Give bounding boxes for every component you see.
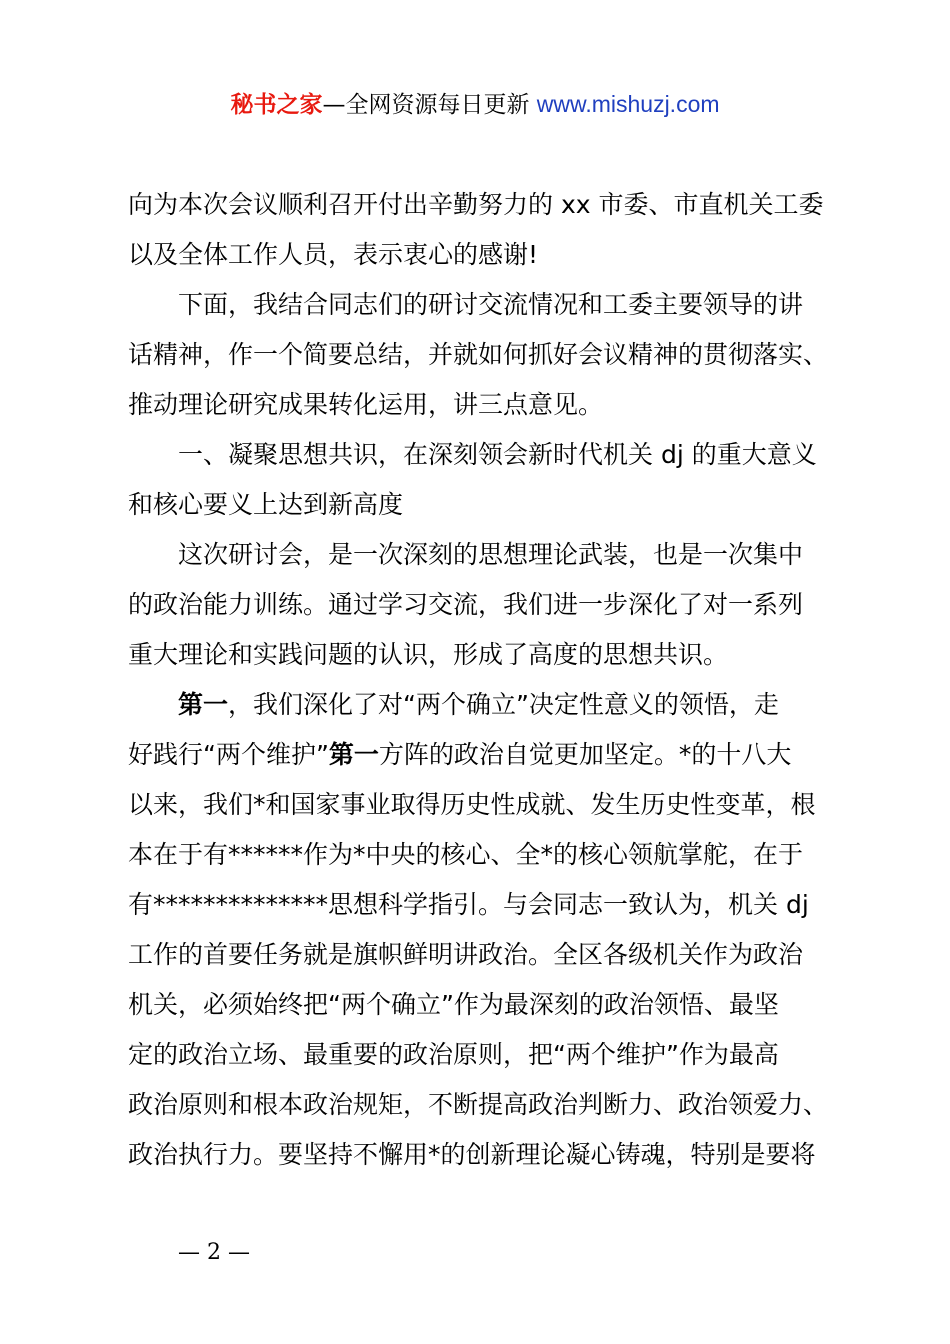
- text-span: 好践行“两个维护”: [128, 740, 329, 769]
- text-line: 有**************思想科学指引。与会同志一致认为，机关 dj: [128, 890, 809, 919]
- text-line: 政治执行力。要坚持不懈用*的创新理论凝心铸魂，特别是要将: [128, 1140, 816, 1169]
- text-line: 的政治能力训练。通过学习交流，我们进一步深化了对一系列: [128, 590, 804, 619]
- text-line: 定的政治立场、最重要的政治原则，把“两个维护”作为最高: [128, 1040, 779, 1069]
- section-heading-line: 一、凝聚思想共识，在深刻领会新时代机关 dj 的重大意义: [178, 440, 817, 469]
- text-span: ，我们深化了对“两个确立”决定性意义的领悟，走: [228, 690, 779, 719]
- page-number: — 2 —: [178, 1240, 250, 1265]
- text-line: 机关，必须始终把“两个确立”作为最深刻的政治领悟、最坚: [128, 990, 779, 1019]
- document-body: [128, 180, 848, 1180]
- text-line: 以来，我们*和国家事业取得历史性成就、发生历史性变革，根: [128, 790, 816, 819]
- bold-marker: 第一: [178, 690, 229, 719]
- text-line: 这次研讨会，是一次深刻的思想理论武装，也是一次集中: [178, 540, 804, 569]
- text-line: 话精神，作一个简要总结，并就如何抓好会议精神的贯彻落实、: [128, 340, 829, 369]
- text-line: 重大理论和实践问题的认识，形成了高度的思想共识。: [128, 640, 729, 669]
- text-line: 政治原则和根本政治规矩，不断提高政治判断力、政治领爱力、: [128, 1090, 829, 1119]
- bold-marker: 第一: [328, 740, 379, 769]
- text-span: 方阵的政治自觉更加坚定。*的十八大: [378, 740, 792, 769]
- text-line: 推动理论研究成果转化运用，讲三点意见。: [128, 390, 604, 419]
- text-line: 向为本次会议顺利召开付出辛勤努力的 xx 市委、市直机关工委: [128, 190, 824, 219]
- banner-tagline: —全网资源每日更新: [322, 92, 537, 118]
- text-line: 下面，我结合同志们的研讨交流情况和工委主要领导的讲: [178, 290, 804, 319]
- text-line: [128, 680, 848, 730]
- banner-url-link[interactable]: www.mishuzj.com: [536, 91, 720, 117]
- text-line: [128, 730, 848, 780]
- text-line: 本在于有******作为*中央的核心、全*的核心领航掌舵，在于: [128, 840, 804, 869]
- site-banner: [0, 88, 950, 121]
- text-line: 以及全体工作人员，表示衷心的感谢!: [128, 240, 539, 269]
- text-line: 工作的首要任务就是旗帜鲜明讲政治。全区各级机关作为政治: [128, 940, 804, 969]
- section-heading-line: 和核心要义上达到新高度: [128, 490, 404, 519]
- banner-brand: 秘书之家: [230, 92, 323, 118]
